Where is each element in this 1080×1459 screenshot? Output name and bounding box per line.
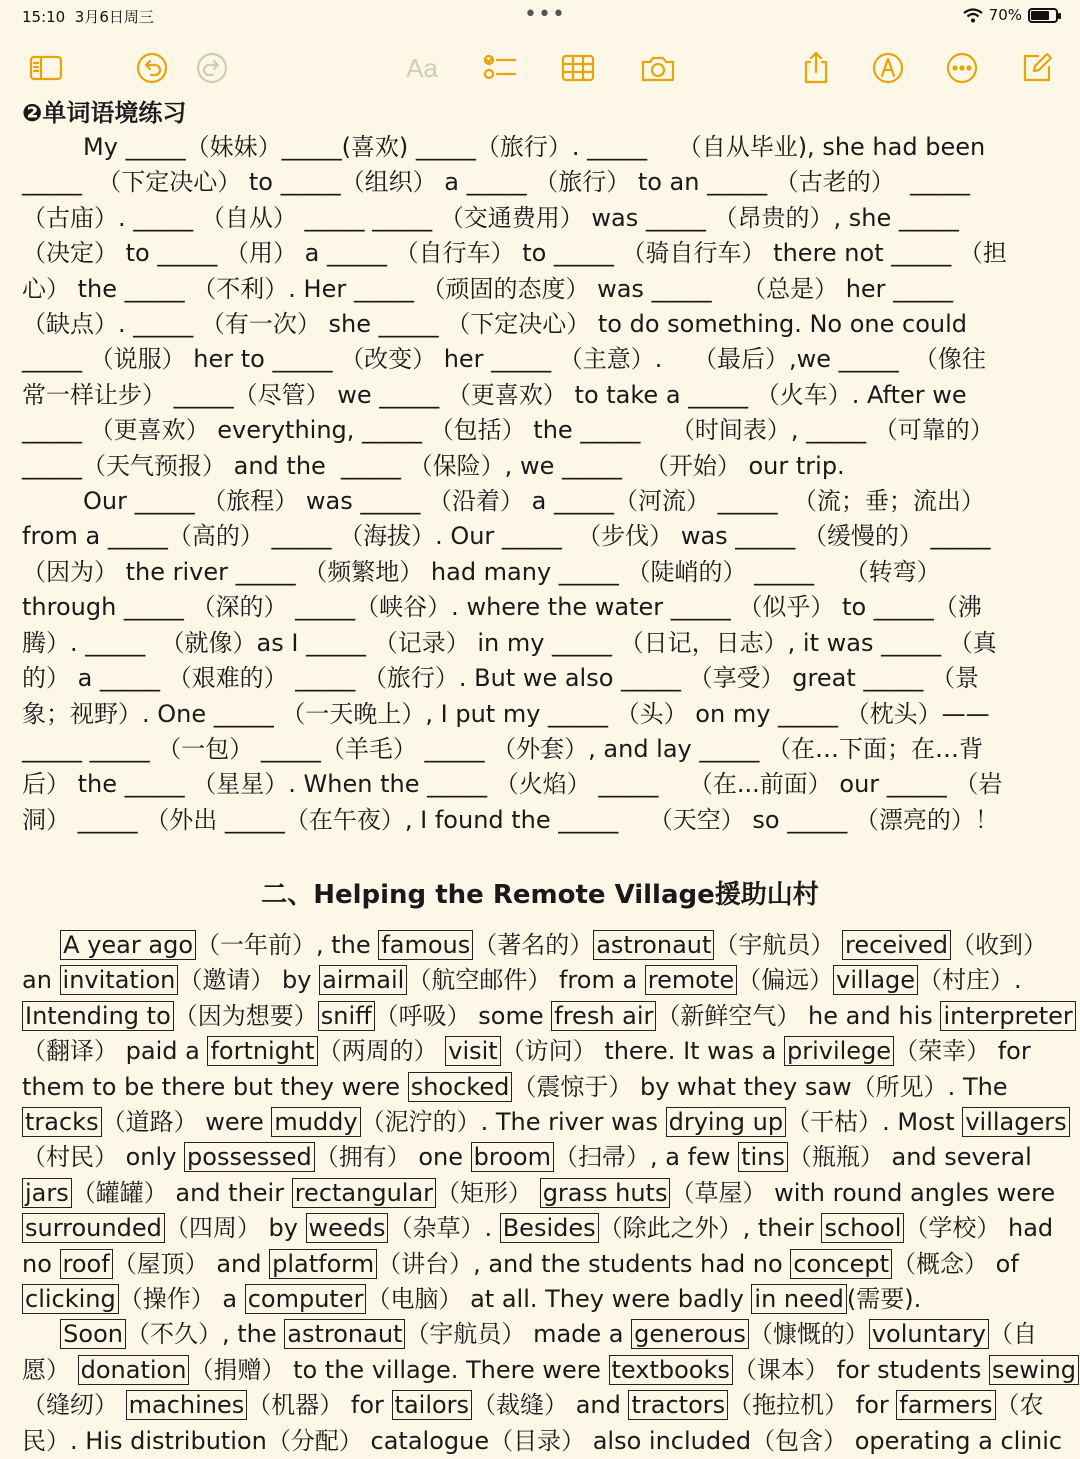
status-time: 15:10 3月6日周三 — [22, 8, 154, 26]
passage-text: （缝纫） — [22, 1391, 126, 1420]
exercise-line: _____ _____ （一包） _____（羊毛） _____ （外套）, and lay _____ （在…下面；在…背 — [22, 734, 984, 763]
passage-text: （邀请） by — [178, 966, 320, 995]
exercise-line: （因为） the river _____ （频繁地） had many _____ （陡峭的） _____ （转弯） — [22, 557, 941, 586]
boxed-vocab-word: fortnight — [207, 1036, 317, 1066]
note-body-section1[interactable] — [22, 96, 1062, 838]
exercise-line: （古庙）. _____ （自从） _____ _____ （交通费用） was _____ （昂贵的）, she _____ — [22, 203, 959, 232]
passage-text: （偏远） — [737, 966, 834, 995]
passage-text: （两周的） — [317, 1037, 446, 1066]
passage-text: （机器） for — [247, 1391, 392, 1420]
passage-text: （矩形） — [436, 1178, 540, 1207]
exercise-line: （缺点）. _____ （有一次） she _____ （下定决心） to do something. No one could — [22, 310, 968, 339]
passage-text: (需要). — [846, 1285, 922, 1314]
boxed-vocab-word: villagers — [962, 1107, 1069, 1137]
passage-text — [22, 931, 60, 959]
more-icon[interactable] — [942, 48, 982, 88]
passage-line — [22, 1070, 1062, 1105]
boxed-vocab-word: broom — [471, 1142, 554, 1172]
boxed-vocab-word: roof — [60, 1249, 113, 1279]
passage-text: （新鲜空气） he and his — [656, 1001, 941, 1030]
passage-text: （翻译） paid a — [22, 1037, 208, 1066]
boxed-vocab-word: platform — [269, 1249, 377, 1279]
passage-line — [22, 999, 1073, 1034]
sidebar-icon[interactable] — [26, 48, 66, 88]
passage-text: （访问） there. It was a — [500, 1037, 784, 1066]
multitasking-dots[interactable]: ••• — [524, 2, 566, 27]
boxed-vocab-word: received — [842, 930, 951, 960]
passage-text: （杂草）. — [388, 1214, 500, 1243]
passage-text: （航空邮件） from a — [407, 966, 645, 995]
boxed-vocab-word: school — [821, 1213, 904, 1243]
passage-text: 民）. His distribution（分配） catalogue（目录） also included（包含） operating a clinic — [22, 1426, 1063, 1455]
boxed-vocab-word: rectangular — [292, 1178, 436, 1208]
passage-text: （自 — [989, 1320, 1038, 1349]
status-bar — [0, 0, 1080, 32]
exercise-line: _____（天气预报） and the _____ （保险）, we _____ （开始） our trip. — [22, 451, 845, 480]
compose-icon[interactable] — [1016, 48, 1056, 88]
text-format-icon[interactable]: Aa — [406, 52, 438, 83]
boxed-vocab-word: in need — [751, 1284, 846, 1314]
passage-line — [22, 1388, 1062, 1423]
boxed-vocab-word: famous — [378, 930, 473, 960]
passage-line — [22, 1353, 1077, 1388]
boxed-vocab-word: tailors — [392, 1390, 473, 1420]
boxed-vocab-word: generous — [631, 1319, 749, 1349]
wifi-icon — [963, 8, 983, 23]
passage-text: （道路） were — [101, 1108, 272, 1137]
passage-line — [22, 928, 1062, 963]
exercise-line: 的） a _____ （艰难的） _____ （旅行）. But we also _____ （享受） great _____ （景 — [22, 664, 980, 693]
passage-text: （村民） only — [22, 1143, 185, 1172]
passage-text: （草屋） with round angles were — [670, 1178, 1056, 1207]
boxed-vocab-word: Soon — [60, 1319, 126, 1349]
passage-text: （因为想要） — [173, 1001, 318, 1030]
boxed-vocab-word: clicking — [22, 1284, 119, 1314]
passage-line — [22, 1140, 1062, 1175]
boxed-vocab-word: farmers — [896, 1390, 995, 1420]
passage-text: （拥有） one — [314, 1143, 471, 1172]
boxed-vocab-word: sewing — [989, 1355, 1079, 1385]
passage-text: （除此之外）, their — [598, 1214, 822, 1243]
boxed-vocab-word: Besides — [500, 1213, 599, 1243]
passage-text: （村庄）. — [918, 966, 1022, 995]
exercise-line: （决定） to _____ （用） a _____ （自行车） to _____ （骑自行车） there not _____ （担 — [22, 239, 1007, 268]
exercise-line: My _____（妹妹）_____(喜欢) _____（旅行）. _____ （自从毕业), she had been — [22, 133, 986, 161]
boxed-vocab-word: drying up — [666, 1107, 787, 1137]
boxed-vocab-word: surrounded — [22, 1213, 165, 1243]
checklist-icon[interactable] — [480, 48, 520, 88]
boxed-vocab-word: machines — [126, 1390, 248, 1420]
boxed-vocab-word: astronaut — [593, 930, 714, 960]
boxed-vocab-word: interpreter — [940, 1001, 1075, 1031]
exercise-line: Our _____ （旅程） was _____ （沿着） a _____（河流） _____ （流；垂；流出） — [22, 487, 985, 516]
boxed-vocab-word: astronaut — [284, 1319, 405, 1349]
passage-text: （讲台）, and the students had no — [377, 1249, 791, 1278]
passage-text: （四周） by — [164, 1214, 306, 1243]
passage-text: （干枯）. Most — [786, 1108, 963, 1137]
boxed-vocab-word: possessed — [184, 1142, 315, 1172]
passage-text: （宇航员） — [714, 931, 843, 959]
boxed-vocab-word: textbooks — [609, 1355, 733, 1385]
exercise-line: _____ （更喜欢） everything, _____ （包括） the _____ （时间表）, _____ （可靠的） — [22, 416, 994, 445]
boxed-vocab-word: village — [833, 965, 918, 995]
share-icon[interactable] — [796, 48, 836, 88]
passage-text: （课本） for students — [732, 1355, 990, 1384]
note-body-section2[interactable] — [22, 928, 1077, 1459]
passage-text: an — [22, 966, 60, 995]
exercise-line: 后） the _____ （星星）. When the _____ （火焰） _____ （在...前面） our _____ （岩 — [22, 770, 1003, 799]
passage-text: （农 — [995, 1391, 1044, 1420]
redo-icon[interactable] — [192, 48, 232, 88]
passage-text: （慷慨的） — [748, 1320, 869, 1349]
passage-text — [22, 1320, 60, 1348]
passage-text: （捐赠） to the village. There were — [189, 1355, 609, 1384]
exercise-line: 洞） _____ （外出 _____（在午夜）, I found the _____ （天空） so _____ （漂亮的）！ — [22, 805, 999, 834]
passage-line — [22, 1317, 1062, 1352]
passage-line — [22, 1247, 1062, 1282]
passage-text: 愿） — [22, 1355, 78, 1384]
passage-line — [22, 1176, 1062, 1211]
boxed-vocab-word: tins — [738, 1142, 788, 1172]
boxed-vocab-word: jars — [22, 1178, 72, 1208]
passage-line — [22, 1211, 1062, 1246]
section1-text — [22, 130, 1062, 838]
passage-text: （扫帚）, a few — [553, 1143, 739, 1172]
boxed-vocab-word: tracks — [22, 1107, 102, 1137]
boxed-vocab-word: visit — [445, 1036, 500, 1066]
exercise-line: 腾）. _____ （就像）as I _____ （记录） in my _____ （日记，日志）, it was _____ （真 — [22, 628, 997, 657]
passage-text: （泥泞的）. The river was — [360, 1108, 666, 1137]
passage-text: （震惊于） by what they saw（所见）. The — [512, 1072, 1008, 1101]
boxed-vocab-word: weeds — [306, 1213, 389, 1243]
passage-text: （罐罐） and their — [71, 1178, 292, 1207]
exercise-line: 心） the _____ （不利）. Her _____ （顽固的态度） was _____ （总是） her _____ — [22, 274, 954, 303]
passage-text: （裁缝） and — [472, 1391, 629, 1420]
passage-text: （拖拉机） for — [728, 1391, 897, 1420]
table-icon[interactable] — [558, 48, 598, 88]
boxed-vocab-word: shocked — [408, 1072, 513, 1102]
passage-text: （收到） — [950, 931, 1047, 959]
exercise-line: _____ （说服） her to _____ （改变） her _____ （主意）. （最后）,we _____ （像往 — [22, 345, 986, 374]
passage-text: them to be there but they were — [22, 1072, 408, 1101]
boxed-vocab-word: sniff — [318, 1001, 375, 1031]
boxed-vocab-word: tractors — [628, 1390, 728, 1420]
passage-text: （概念） of — [892, 1249, 1019, 1278]
passage-line — [22, 1424, 1062, 1459]
exercise-line: _____ （下定决心） to _____（组织） a _____ （旅行） to an _____ （古老的） _____ — [22, 168, 970, 197]
boxed-vocab-word: privilege — [784, 1036, 894, 1066]
boxed-vocab-word: Intending to — [22, 1001, 174, 1031]
passage-text: （电脑） at all. They were badly — [366, 1285, 752, 1314]
passage-text: （学校） had — [904, 1214, 1054, 1243]
boxed-vocab-word: remote — [645, 965, 737, 995]
passage-text: （操作） a — [118, 1285, 245, 1314]
passage-line — [22, 963, 1062, 998]
passage-text: （荣幸） for — [894, 1037, 1031, 1066]
boxed-vocab-word: muddy — [271, 1107, 360, 1137]
notes-toolbar — [0, 40, 1080, 94]
battery-percent: 70% — [988, 6, 1022, 24]
status-right — [963, 6, 1058, 24]
boxed-vocab-word: grass huts — [540, 1178, 671, 1208]
section1-title: ❷单词语境练习 — [22, 99, 187, 127]
battery-icon — [1028, 8, 1058, 23]
camera-icon[interactable] — [638, 48, 678, 88]
exercise-line: from a _____（高的） _____ （海拔）. Our _____ （步伐） was _____ （缓慢的） _____ — [22, 522, 991, 551]
passage-text: （呼吸） some — [374, 1001, 552, 1030]
boxed-vocab-word: invitation — [60, 965, 179, 995]
passage-text: （瓶瓶） and several — [787, 1143, 1032, 1172]
passage-text: （屋顶） and — [112, 1249, 270, 1278]
exercise-line: 常一样让步） _____（尽管） we _____ （更喜欢） to take a _____ （火车）. After we — [22, 380, 967, 409]
boxed-vocab-word: airmail — [319, 965, 407, 995]
boxed-vocab-word: voluntary — [869, 1319, 989, 1349]
passage-line — [22, 1282, 1062, 1317]
passage-text: （宇航员） made a — [405, 1320, 632, 1349]
passage-line — [22, 1034, 1062, 1069]
passage-line — [22, 1105, 1067, 1140]
boxed-vocab-word: donation — [78, 1355, 190, 1385]
passage-text: （不久）, the — [125, 1320, 285, 1349]
passage-text: （著名的） — [473, 931, 594, 959]
passage-text: （一年前）, the — [196, 931, 379, 959]
boxed-vocab-word: concept — [790, 1249, 892, 1279]
exercise-line: through _____ （深的） _____（峡谷）. where the water _____ （似乎） to _____（沸 — [22, 593, 982, 622]
boxed-vocab-word: A year ago — [60, 930, 196, 960]
undo-icon[interactable] — [132, 48, 172, 88]
section2-title: 二、Helping the Remote Village援助山村 — [261, 880, 819, 910]
markup-icon[interactable] — [868, 48, 908, 88]
boxed-vocab-word: computer — [245, 1284, 367, 1314]
boxed-vocab-word: fresh air — [551, 1001, 656, 1031]
section2-text — [22, 928, 1077, 1459]
passage-text: no — [22, 1249, 60, 1278]
exercise-line: 象；视野）. One _____ （一天晚上）, I put my _____ （头） on my _____ （枕头）—— — [22, 699, 990, 728]
